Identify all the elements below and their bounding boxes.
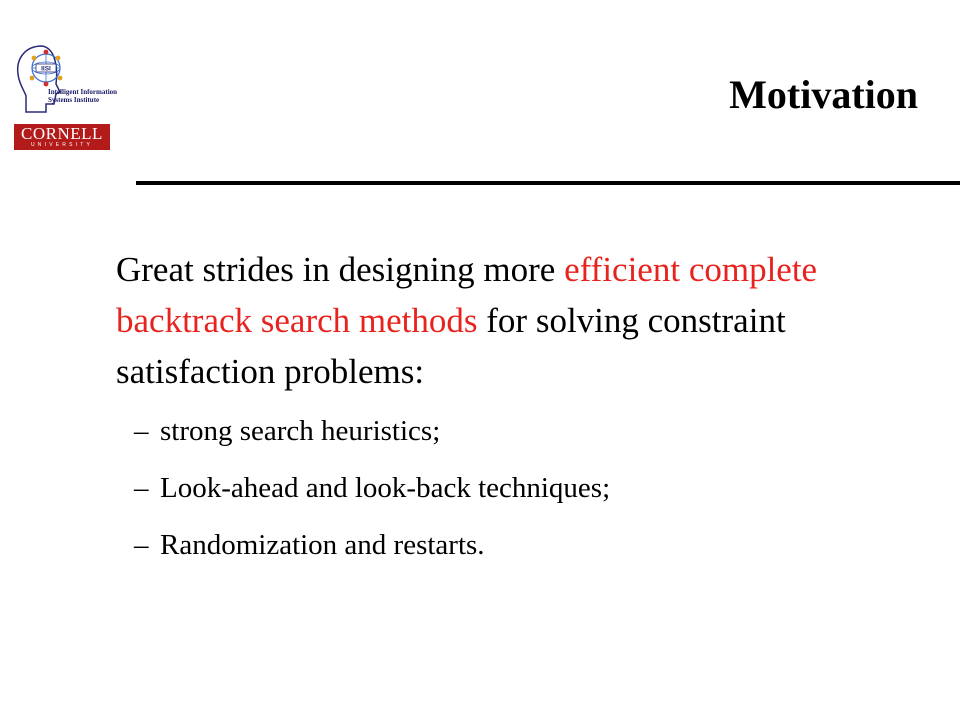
dash-marker: – xyxy=(134,529,149,561)
list-item-text: strong search heuristics; xyxy=(160,415,441,447)
dash-marker: – xyxy=(134,472,149,504)
cornell-subtitle: UNIVERSITY xyxy=(30,142,93,148)
cornell-logo xyxy=(14,124,110,150)
title-divider xyxy=(136,181,960,185)
logo-block xyxy=(10,40,120,160)
iisi-institute-name xyxy=(48,88,128,104)
lead-text-start: Great strides in designing more xyxy=(116,250,565,289)
list-item xyxy=(134,403,610,460)
slide-title: Motivation xyxy=(729,72,918,117)
lead-highlight: efficient complete backtrack search methods xyxy=(116,250,818,340)
cornell-wordmark: CORNELL xyxy=(21,124,103,143)
iisi-logo xyxy=(12,40,122,120)
svg-text:IISI: IISI xyxy=(41,65,51,73)
lead-paragraph xyxy=(116,244,846,397)
iisi-line-2: Systems Institute xyxy=(48,96,100,104)
list-item xyxy=(134,517,610,574)
technique-list xyxy=(134,403,610,574)
lead-text-end: for solving constraint satisfaction problems: xyxy=(116,301,786,391)
iisi-line-1: Intelligent Information xyxy=(48,88,118,96)
list-item xyxy=(134,460,610,517)
dash-marker: – xyxy=(134,415,149,447)
list-item-text: Randomization and restarts. xyxy=(160,529,485,561)
list-item-text: Look-ahead and look-back techniques; xyxy=(160,472,611,504)
